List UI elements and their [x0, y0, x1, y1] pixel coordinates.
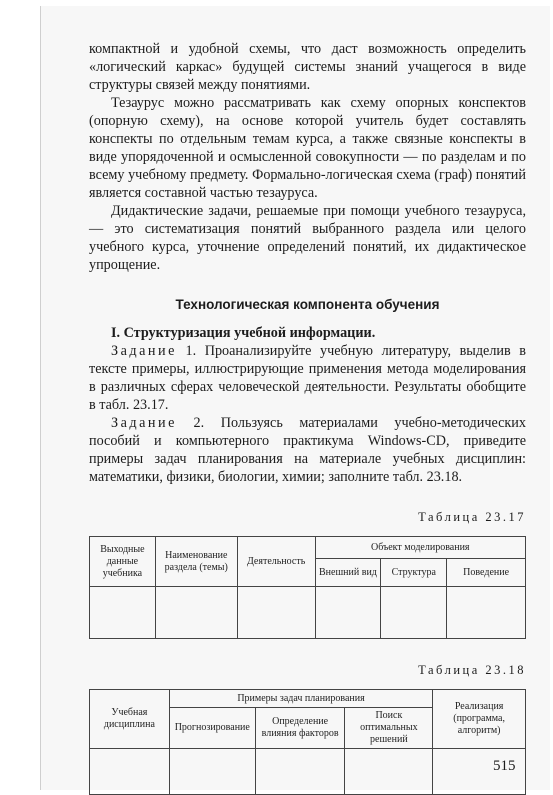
paragraph-3: Дидактические задачи, решаемые при помощи учебного тезауруса, — это систематизация понятий выбранного раздела или целого учебного курса, уточнение определений понятий, их дидактическое упрощение. [89, 203, 526, 273]
t2-header-forecast: Прогнозирование [169, 708, 255, 749]
t1-cell [237, 587, 315, 639]
t2-header-factors: Определение влияния факторов [255, 708, 345, 749]
t1-cell [155, 587, 237, 639]
t1-header-output: Выходные данные учебника [90, 537, 156, 587]
t1-header-object: Объект моделирования [315, 537, 525, 559]
t2-cell [255, 749, 345, 795]
t1-header-external: Внешний вид [315, 559, 381, 587]
book-page [40, 6, 550, 790]
task-2 [89, 414, 526, 486]
t2-header-examples: Примеры задач планирования [169, 690, 432, 708]
t1-header-activity: Деятельность [237, 537, 315, 587]
paragraph-1: компактной и удобной схемы, что даст возможность определить «логический каркас» будущей системы знаний учащегося в виде структуры связей между понятиями. [89, 41, 526, 93]
table-23-17 [89, 536, 526, 639]
t2-cell [169, 749, 255, 795]
task-1-label: Задание [111, 343, 177, 359]
task-1 [89, 342, 526, 414]
t1-header-behavior: Поведение [447, 559, 526, 587]
task-2-label: Задание [111, 415, 177, 431]
paragraph-2: Тезаурус можно рассматривать как схему опорных конспектов (опорную схему), на основе которой учитель будет составлять конспекты по отдельным темам курса, а также связные конспекты в виде упорядоченной и осмысленной совокупности — по разделам и по всему учебному предмету. Формально-логическая схема (граф) понятий является составной частью тезауруса. [89, 95, 526, 201]
t1-cell [447, 587, 526, 639]
t1-header-section: Наименование раздела (темы) [155, 537, 237, 587]
task-2-text: 2. Пользуясь материалами учебно-методических пособий и компьютерного практикума Windows-CD, приведите примеры задач планирования на материале учебных дисциплин: математики, физики, биологии, химии; заполните табл. 23.18. [89, 415, 526, 485]
t2-header-discipline: Учебная дисциплина [90, 690, 170, 749]
table-1-caption: Таблица 23.17 [418, 510, 526, 524]
t1-empty-row [90, 587, 526, 639]
t2-empty-row [90, 749, 526, 795]
t1-header-structure: Структура [381, 559, 447, 587]
t1-cell [381, 587, 447, 639]
t2-header-optimal: Поиск оптимальных решений [345, 708, 433, 749]
table-23-18 [89, 689, 526, 795]
task-1-text: 1. Проанализируйте учебную литературу, выделив в тексте примеры, иллюстрирующие применения метода моделирования в различных сферах человеческой деятельности. Результаты обобщите в табл. 23.17. [89, 343, 526, 413]
t1-cell [90, 587, 156, 639]
page-number: 515 [493, 758, 516, 774]
page-content [89, 6, 526, 795]
t2-cell [345, 749, 433, 795]
t2-cell [90, 749, 170, 795]
t2-header-implementation: Реализация (программа, алгоритм) [433, 690, 526, 749]
section-heading: Технологическая компонента обучения [175, 297, 440, 312]
t1-cell [315, 587, 381, 639]
table-2-caption: Таблица 23.18 [418, 663, 526, 677]
subheading: I. Структуризация учебной информации. [111, 325, 376, 341]
